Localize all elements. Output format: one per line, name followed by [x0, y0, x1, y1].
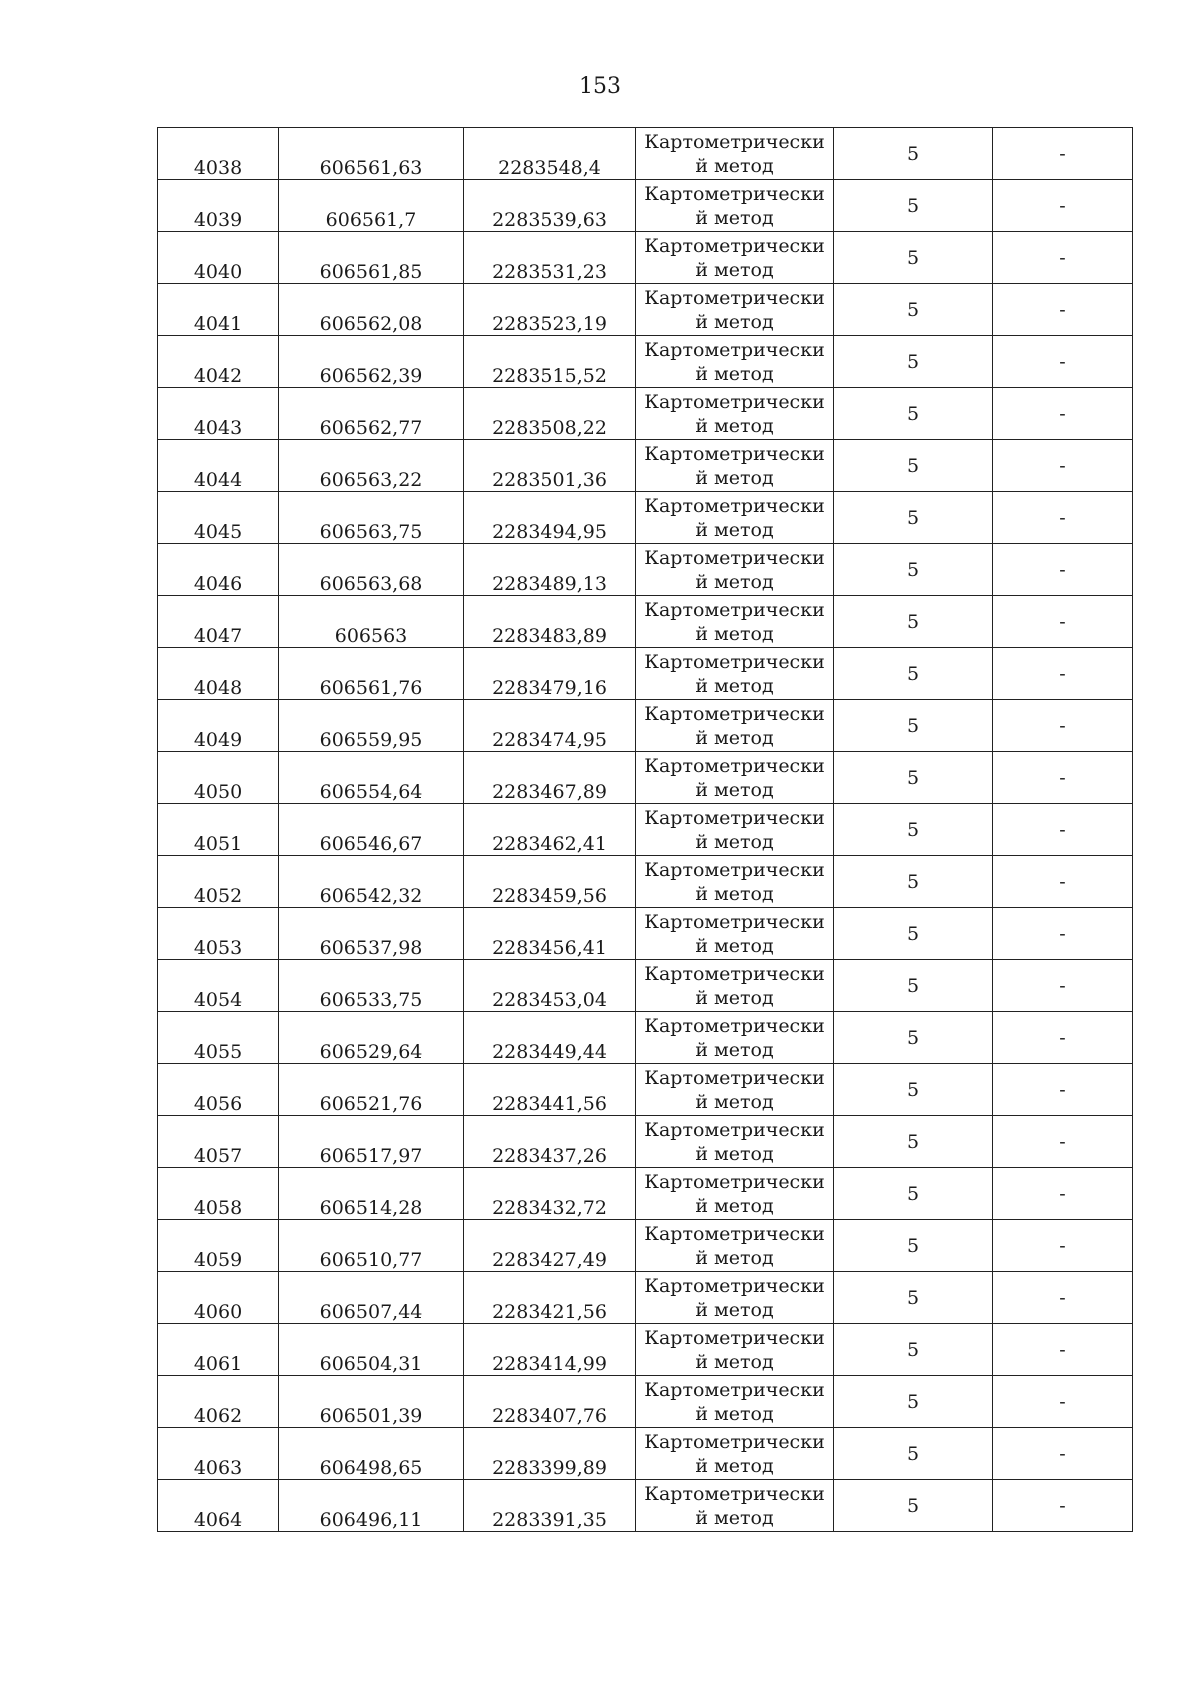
- note-cell: -: [993, 544, 1133, 596]
- note-cell: -: [993, 1428, 1133, 1480]
- method-cell: [636, 1220, 834, 1272]
- accuracy-cell: 5: [834, 1480, 993, 1532]
- method-text-line-2: й метод: [695, 934, 774, 957]
- table-row: [158, 1012, 1133, 1064]
- x-coordinate-cell: 606537,98: [279, 908, 464, 960]
- method-text-line-1: Картометрически: [644, 234, 825, 257]
- accuracy-cell: 5: [834, 804, 993, 856]
- point-number-cell: 4061: [158, 1324, 279, 1376]
- point-number-cell: 4062: [158, 1376, 279, 1428]
- note-cell: -: [993, 492, 1133, 544]
- accuracy-cell: 5: [834, 440, 993, 492]
- accuracy-cell: 5: [834, 336, 993, 388]
- point-number-cell: 4043: [158, 388, 279, 440]
- method-text-line-1: Картометрически: [644, 702, 825, 725]
- method-text-line-1: Картометрически: [644, 910, 825, 933]
- point-number-cell: 4053: [158, 908, 279, 960]
- x-coordinate-cell: 606504,31: [279, 1324, 464, 1376]
- y-coordinate-cell: 2283494,95: [464, 492, 636, 544]
- table-row: [158, 1376, 1133, 1428]
- method-text-line-1: Картометрически: [644, 598, 825, 621]
- method-text-line-2: й метод: [695, 518, 774, 541]
- method-text-line-1: Картометрически: [644, 1274, 825, 1297]
- accuracy-cell: 5: [834, 1116, 993, 1168]
- point-number-cell: 4060: [158, 1272, 279, 1324]
- method-text-line-1: Картометрически: [644, 1014, 825, 1037]
- method-text-line-2: й метод: [695, 570, 774, 593]
- method-text-line-1: Картометрически: [644, 546, 825, 569]
- table-row: [158, 752, 1133, 804]
- method-cell: [636, 1012, 834, 1064]
- method-text-line-2: й метод: [695, 778, 774, 801]
- table-row: [158, 492, 1133, 544]
- point-number-cell: 4051: [158, 804, 279, 856]
- method-cell: [636, 544, 834, 596]
- y-coordinate-cell: 2283483,89: [464, 596, 636, 648]
- point-number-cell: 4050: [158, 752, 279, 804]
- note-cell: -: [993, 232, 1133, 284]
- method-text-line-2: й метод: [695, 1038, 774, 1061]
- x-coordinate-cell: 606561,85: [279, 232, 464, 284]
- x-coordinate-cell: 606559,95: [279, 700, 464, 752]
- method-cell: [636, 1324, 834, 1376]
- note-cell: -: [993, 700, 1133, 752]
- y-coordinate-cell: 2283523,19: [464, 284, 636, 336]
- method-text-line-1: Картометрически: [644, 1118, 825, 1141]
- method-text-line-2: й метод: [695, 1298, 774, 1321]
- table-row: [158, 648, 1133, 700]
- y-coordinate-cell: 2283427,49: [464, 1220, 636, 1272]
- y-coordinate-cell: 2283474,95: [464, 700, 636, 752]
- point-number-cell: 4046: [158, 544, 279, 596]
- note-cell: -: [993, 1012, 1133, 1064]
- accuracy-cell: 5: [834, 1064, 993, 1116]
- x-coordinate-cell: 606496,11: [279, 1480, 464, 1532]
- accuracy-cell: 5: [834, 908, 993, 960]
- table-row: [158, 180, 1133, 232]
- method-text-line-1: Картометрически: [644, 1482, 825, 1505]
- x-coordinate-cell: 606562,77: [279, 388, 464, 440]
- method-cell: [636, 856, 834, 908]
- method-text-line-2: й метод: [695, 1194, 774, 1217]
- method-text-line-1: Картометрически: [644, 1326, 825, 1349]
- method-text-line-2: й метод: [695, 830, 774, 853]
- x-coordinate-cell: 606561,7: [279, 180, 464, 232]
- note-cell: -: [993, 1064, 1133, 1116]
- method-text-line-2: й метод: [695, 154, 774, 177]
- note-cell: -: [993, 648, 1133, 700]
- accuracy-cell: 5: [834, 960, 993, 1012]
- x-coordinate-cell: 606498,65: [279, 1428, 464, 1480]
- note-cell: -: [993, 440, 1133, 492]
- note-cell: -: [993, 180, 1133, 232]
- method-cell: [636, 960, 834, 1012]
- method-text-line-2: й метод: [695, 1454, 774, 1477]
- y-coordinate-cell: 2283462,41: [464, 804, 636, 856]
- accuracy-cell: 5: [834, 700, 993, 752]
- x-coordinate-cell: 606562,39: [279, 336, 464, 388]
- note-cell: -: [993, 1272, 1133, 1324]
- method-cell: [636, 1428, 834, 1480]
- method-cell: [636, 1480, 834, 1532]
- y-coordinate-cell: 2283391,35: [464, 1480, 636, 1532]
- accuracy-cell: 5: [834, 128, 993, 180]
- coordinates-table-body: [158, 128, 1133, 1532]
- note-cell: -: [993, 960, 1133, 1012]
- y-coordinate-cell: 2283531,23: [464, 232, 636, 284]
- accuracy-cell: 5: [834, 752, 993, 804]
- method-text-line-1: Картометрически: [644, 494, 825, 517]
- method-text-line-2: й метод: [695, 726, 774, 749]
- x-coordinate-cell: 606546,67: [279, 804, 464, 856]
- method-text-line-2: й метод: [695, 622, 774, 645]
- point-number-cell: 4038: [158, 128, 279, 180]
- y-coordinate-cell: 2283432,72: [464, 1168, 636, 1220]
- accuracy-cell: 5: [834, 1168, 993, 1220]
- x-coordinate-cell: 606563,68: [279, 544, 464, 596]
- accuracy-cell: 5: [834, 1012, 993, 1064]
- accuracy-cell: 5: [834, 1272, 993, 1324]
- y-coordinate-cell: 2283539,63: [464, 180, 636, 232]
- accuracy-cell: 5: [834, 1428, 993, 1480]
- y-coordinate-cell: 2283501,36: [464, 440, 636, 492]
- point-number-cell: 4040: [158, 232, 279, 284]
- y-coordinate-cell: 2283456,41: [464, 908, 636, 960]
- method-text-line-1: Картометрически: [644, 858, 825, 881]
- method-text-line-2: й метод: [695, 1402, 774, 1425]
- note-cell: -: [993, 1220, 1133, 1272]
- y-coordinate-cell: 2283449,44: [464, 1012, 636, 1064]
- x-coordinate-cell: 606563: [279, 596, 464, 648]
- point-number-cell: 4064: [158, 1480, 279, 1532]
- point-number-cell: 4057: [158, 1116, 279, 1168]
- method-text-line-1: Картометрически: [644, 338, 825, 361]
- method-text-line-2: й метод: [695, 986, 774, 1009]
- x-coordinate-cell: 606554,64: [279, 752, 464, 804]
- method-text-line-1: Картометрически: [644, 806, 825, 829]
- point-number-cell: 4059: [158, 1220, 279, 1272]
- method-text-line-1: Картометрически: [644, 1222, 825, 1245]
- table-row: [158, 804, 1133, 856]
- x-coordinate-cell: 606561,63: [279, 128, 464, 180]
- y-coordinate-cell: 2283441,56: [464, 1064, 636, 1116]
- method-text-line-1: Картометрически: [644, 1066, 825, 1089]
- point-number-cell: 4056: [158, 1064, 279, 1116]
- method-cell: [636, 492, 834, 544]
- method-text-line-1: Картометрически: [644, 962, 825, 985]
- note-cell: -: [993, 1168, 1133, 1220]
- x-coordinate-cell: 606521,76: [279, 1064, 464, 1116]
- method-text-line-2: й метод: [695, 206, 774, 229]
- table-row: [158, 1480, 1133, 1532]
- accuracy-cell: 5: [834, 648, 993, 700]
- method-text-line-2: й метод: [695, 1350, 774, 1373]
- y-coordinate-cell: 2283399,89: [464, 1428, 636, 1480]
- method-text-line-2: й метод: [695, 414, 774, 437]
- method-cell: [636, 1272, 834, 1324]
- table-row: [158, 908, 1133, 960]
- table-row: [158, 1272, 1133, 1324]
- y-coordinate-cell: 2283459,56: [464, 856, 636, 908]
- point-number-cell: 4054: [158, 960, 279, 1012]
- x-coordinate-cell: 606561,76: [279, 648, 464, 700]
- table-row: [158, 1064, 1133, 1116]
- accuracy-cell: 5: [834, 544, 993, 596]
- method-cell: [636, 232, 834, 284]
- note-cell: -: [993, 752, 1133, 804]
- method-cell: [636, 908, 834, 960]
- y-coordinate-cell: 2283467,89: [464, 752, 636, 804]
- method-cell: [636, 1376, 834, 1428]
- accuracy-cell: 5: [834, 284, 993, 336]
- y-coordinate-cell: 2283414,99: [464, 1324, 636, 1376]
- method-text-line-2: й метод: [695, 258, 774, 281]
- method-text-line-1: Картометрически: [644, 1430, 825, 1453]
- y-coordinate-cell: 2283421,56: [464, 1272, 636, 1324]
- method-text-line-2: й метод: [695, 882, 774, 905]
- note-cell: -: [993, 596, 1133, 648]
- method-text-line-1: Картометрически: [644, 1170, 825, 1193]
- method-cell: [636, 596, 834, 648]
- x-coordinate-cell: 606562,08: [279, 284, 464, 336]
- table-row: [158, 1220, 1133, 1272]
- method-cell: [636, 1116, 834, 1168]
- accuracy-cell: 5: [834, 1376, 993, 1428]
- accuracy-cell: 5: [834, 1324, 993, 1376]
- method-cell: [636, 180, 834, 232]
- method-text-line-2: й метод: [695, 1246, 774, 1269]
- table-row: [158, 336, 1133, 388]
- y-coordinate-cell: 2283508,22: [464, 388, 636, 440]
- note-cell: -: [993, 1376, 1133, 1428]
- coordinates-table: [157, 127, 1133, 1532]
- method-cell: [636, 388, 834, 440]
- note-cell: -: [993, 856, 1133, 908]
- x-coordinate-cell: 606542,32: [279, 856, 464, 908]
- method-text-line-2: й метод: [695, 362, 774, 385]
- method-text-line-1: Картометрически: [644, 286, 825, 309]
- accuracy-cell: 5: [834, 1220, 993, 1272]
- y-coordinate-cell: 2283437,26: [464, 1116, 636, 1168]
- table-row: [158, 232, 1133, 284]
- x-coordinate-cell: 606529,64: [279, 1012, 464, 1064]
- accuracy-cell: 5: [834, 492, 993, 544]
- point-number-cell: 4047: [158, 596, 279, 648]
- y-coordinate-cell: 2283489,13: [464, 544, 636, 596]
- point-number-cell: 4058: [158, 1168, 279, 1220]
- table-row: [158, 856, 1133, 908]
- method-cell: [636, 804, 834, 856]
- table-row: [158, 1168, 1133, 1220]
- x-coordinate-cell: 606507,44: [279, 1272, 464, 1324]
- point-number-cell: 4048: [158, 648, 279, 700]
- method-cell: [636, 752, 834, 804]
- method-text-line-2: й метод: [695, 310, 774, 333]
- note-cell: -: [993, 284, 1133, 336]
- y-coordinate-cell: 2283453,04: [464, 960, 636, 1012]
- note-cell: -: [993, 1116, 1133, 1168]
- table-row: [158, 544, 1133, 596]
- method-text-line-2: й метод: [695, 674, 774, 697]
- table-row: [158, 284, 1133, 336]
- x-coordinate-cell: 606533,75: [279, 960, 464, 1012]
- y-coordinate-cell: 2283548,4: [464, 128, 636, 180]
- method-text-line-1: Картометрически: [644, 1378, 825, 1401]
- method-text-line-1: Картометрически: [644, 182, 825, 205]
- method-cell: [636, 336, 834, 388]
- note-cell: -: [993, 336, 1133, 388]
- note-cell: -: [993, 804, 1133, 856]
- point-number-cell: 4052: [158, 856, 279, 908]
- table-row: [158, 1428, 1133, 1480]
- method-cell: [636, 128, 834, 180]
- x-coordinate-cell: 606501,39: [279, 1376, 464, 1428]
- x-coordinate-cell: 606517,97: [279, 1116, 464, 1168]
- method-cell: [636, 700, 834, 752]
- method-text-line-2: й метод: [695, 1506, 774, 1529]
- point-number-cell: 4044: [158, 440, 279, 492]
- accuracy-cell: 5: [834, 180, 993, 232]
- method-text-line-2: й метод: [695, 466, 774, 489]
- x-coordinate-cell: 606563,75: [279, 492, 464, 544]
- accuracy-cell: 5: [834, 232, 993, 284]
- method-cell: [636, 648, 834, 700]
- x-coordinate-cell: 606510,77: [279, 1220, 464, 1272]
- table-row: [158, 700, 1133, 752]
- method-cell: [636, 1064, 834, 1116]
- point-number-cell: 4039: [158, 180, 279, 232]
- method-text-line-1: Картометрически: [644, 754, 825, 777]
- table-row: [158, 596, 1133, 648]
- method-cell: [636, 440, 834, 492]
- point-number-cell: 4063: [158, 1428, 279, 1480]
- point-number-cell: 4049: [158, 700, 279, 752]
- x-coordinate-cell: 606514,28: [279, 1168, 464, 1220]
- method-text-line-1: Картометрически: [644, 390, 825, 413]
- note-cell: -: [993, 128, 1133, 180]
- note-cell: -: [993, 1480, 1133, 1532]
- method-text-line-1: Картометрически: [644, 130, 825, 153]
- table-row: [158, 128, 1133, 180]
- method-cell: [636, 284, 834, 336]
- accuracy-cell: 5: [834, 596, 993, 648]
- note-cell: -: [993, 388, 1133, 440]
- method-text-line-1: Картометрически: [644, 650, 825, 673]
- point-number-cell: 4045: [158, 492, 279, 544]
- y-coordinate-cell: 2283515,52: [464, 336, 636, 388]
- table-row: [158, 1324, 1133, 1376]
- method-text-line-2: й метод: [695, 1142, 774, 1165]
- note-cell: -: [993, 908, 1133, 960]
- page-number: 153: [579, 74, 621, 99]
- accuracy-cell: 5: [834, 388, 993, 440]
- x-coordinate-cell: 606563,22: [279, 440, 464, 492]
- method-text-line-1: Картометрически: [644, 442, 825, 465]
- table-row: [158, 388, 1133, 440]
- point-number-cell: 4041: [158, 284, 279, 336]
- point-number-cell: 4042: [158, 336, 279, 388]
- accuracy-cell: 5: [834, 856, 993, 908]
- note-cell: -: [993, 1324, 1133, 1376]
- y-coordinate-cell: 2283479,16: [464, 648, 636, 700]
- method-text-line-2: й метод: [695, 1090, 774, 1113]
- table-row: [158, 440, 1133, 492]
- table-row: [158, 960, 1133, 1012]
- y-coordinate-cell: 2283407,76: [464, 1376, 636, 1428]
- point-number-cell: 4055: [158, 1012, 279, 1064]
- method-cell: [636, 1168, 834, 1220]
- table-row: [158, 1116, 1133, 1168]
